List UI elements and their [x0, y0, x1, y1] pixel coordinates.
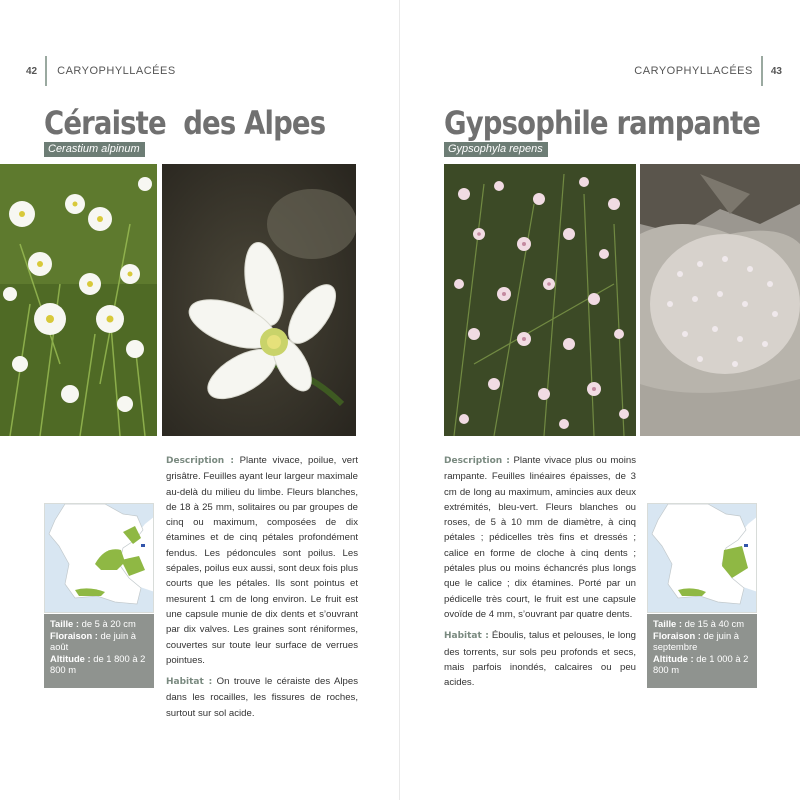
photo-flower-closeup	[162, 164, 356, 436]
description-text: Plante vivace plus ou moins rampante. Feuilles linéaires épaisses, de 3 cm de long au maximum, amincies aux deux extrémités, bleu-vert. Fleurs blanches ou roses, de 5 à 10 mm de diamètre, à cinq pétales ; pédicelles très fins et dressés ; calice en forme de cloche à cinq dents ; pétales plus ou moins échancrés plus longs que le calice ; dix étamines. Porté par un pédicelle très court, le fruit est une capsule ovoïde de 4 mm, s’ouvrant par quatre dents.	[444, 455, 636, 620]
species-title: Céraiste des Alpes	[44, 104, 326, 142]
description-label: Description :	[166, 456, 234, 466]
flowering-label: Floraison :	[653, 629, 701, 641]
right-page	[400, 0, 800, 800]
flowering-label: Floraison :	[50, 629, 98, 641]
altitude-label: Altitude :	[50, 652, 91, 664]
photo-pink-flowers	[444, 164, 636, 436]
latin-name: Cerastium alpinum	[44, 142, 145, 157]
description-paragraph	[444, 453, 636, 622]
size-label: Taille :	[50, 618, 79, 629]
altitude-label: Altitude :	[653, 652, 694, 664]
habitat-label: Habitat :	[444, 631, 489, 642]
header-divider	[45, 56, 47, 86]
page-number: 43	[770, 65, 782, 77]
page-number: 42	[26, 65, 38, 77]
photo-plant-on-rocks	[640, 164, 800, 436]
distribution-map	[44, 503, 154, 613]
latin-name: Gypsophyla repens	[444, 142, 548, 157]
size-value: de 5 à 20 cm	[81, 618, 136, 629]
info-box	[44, 614, 154, 688]
flowering-value: de juin à août	[50, 629, 136, 652]
photo-flower-cluster	[0, 164, 157, 436]
running-header	[26, 56, 176, 86]
description-paragraph	[166, 453, 358, 668]
habitat-paragraph	[444, 628, 636, 690]
habitat-text: Éboulis, talus et pelouses, le long des torrents, sur sols peu profonds et secs, mais parfois inondés, calcaires ou peu acides.	[444, 630, 637, 689]
species-title: Gypsophile rampante	[444, 104, 761, 142]
distribution-map	[647, 503, 757, 613]
body-text	[444, 453, 636, 696]
size-value: de 15 à 40 cm	[684, 618, 745, 629]
size-label: Taille :	[653, 618, 682, 629]
habitat-text: On trouve le céraiste des Alpes dans les rocailles, les fissures de roches, surtout sur sol acide.	[166, 676, 359, 719]
altitude-value: de 1 800 à 2 800 m	[50, 652, 146, 675]
habitat-paragraph	[166, 674, 358, 721]
description-label: Description :	[444, 456, 510, 466]
body-text	[166, 453, 358, 727]
family-name: CARYOPHYLLACÉES	[634, 65, 753, 77]
altitude-value: de 1 000 à 2 800 m	[653, 652, 749, 675]
family-name: CARYOPHYLLACÉES	[57, 65, 176, 77]
running-header	[634, 56, 782, 86]
habitat-label: Habitat :	[166, 677, 213, 688]
flowering-value: de juin à septembre	[653, 629, 739, 652]
header-divider	[761, 56, 763, 86]
description-text: Plante vivace, poilue, vert grisâtre. Feuilles ayant leur largeur maximale au-delà du milieu du limbe. Fleurs blanches, de 18 à 25 mm, solitaires ou par groupes de cinq ou maximum, composées de dix étamines et de cinq pétales profondément fendus. Les pédoncules sont poilus. Les sépales, poilus eux aussi, sont deux fois plus courts que les pétales. Ils sont pointus et mesurent 1 cm de long environ. Le fruit est une capsule munie de dix dents et s’ouvrant par dix valves. Les graines sont réniformes, couvertes sur toute leur surface de verrues pointues.	[166, 455, 358, 666]
info-box	[647, 614, 757, 688]
